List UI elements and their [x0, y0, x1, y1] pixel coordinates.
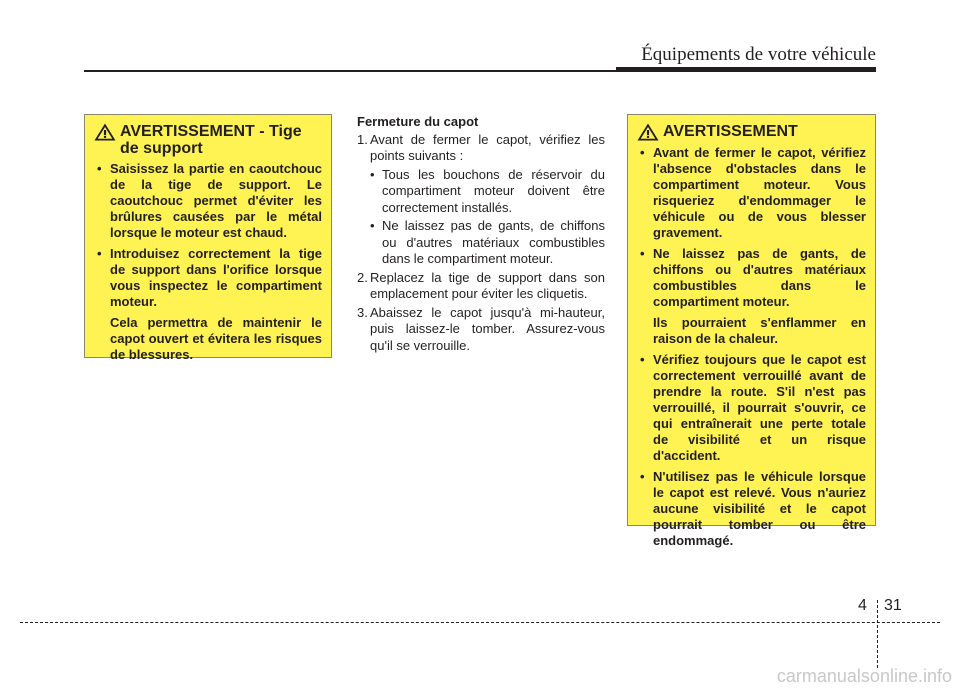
- warning-item: [637, 145, 866, 241]
- warning-text: Introduisez correctement la tige de support dans l'orifice lorsque vous inspectez le compartiment moteur.: [110, 246, 322, 309]
- step-number: 3.: [357, 304, 368, 320]
- page-number: 31: [884, 597, 902, 614]
- warning-list: [94, 161, 322, 363]
- warning-text: Avant de fermer le capot, vérifiez l'absence d'obstacles dans le compartiment moteur. Vous risqueriez d'endommager le véhicule ou de vous blesser gravement.: [653, 145, 866, 240]
- step-2: [357, 270, 605, 303]
- step-1-bullet: [370, 218, 605, 268]
- step-number: 2.: [357, 269, 368, 285]
- step-text: Replacez la tige de support dans son emplacement pour éviter les cliquetis.: [370, 269, 605, 301]
- bullet: •: [640, 145, 645, 160]
- footer-divider: [877, 600, 878, 668]
- warning-list: [637, 145, 866, 549]
- bullet: •: [640, 469, 645, 484]
- bullet: •: [370, 166, 375, 182]
- chapter-number: 4: [858, 597, 867, 614]
- warning-text: Vérifiez toujours que le capot est correctement verrouillé avant de prendre la route. S'il n'est pas verrouillé, il pourrait s'ouvrir, ce qui entraînerait une perte totale de visibilité et un risque d'accident.: [653, 352, 866, 463]
- warning-text: Ne laissez pas de gants, de chiffons ou d'autres matériaux combustibles dans le compartiment moteur.: [653, 246, 866, 309]
- section-title: Équipements de votre véhicule: [641, 44, 876, 65]
- bullet: •: [640, 352, 645, 367]
- warning-item: [94, 246, 322, 363]
- step-text: Abaissez le capot jusqu'à mi-hauteur, puis laissez-le tomber. Assurez-vous qu'il se verrouille.: [370, 304, 605, 353]
- warning-triangle-icon: [94, 123, 116, 141]
- header-rule-accent: [616, 67, 876, 72]
- hood-closing-instructions: [357, 114, 605, 356]
- bullet: •: [640, 246, 645, 261]
- warning-triangle-icon: [637, 123, 659, 141]
- warning-text: Saisissez la partie en caoutchouc de la tige de support. Le caoutchouc permet d'éviter les brûlures causées par le métal lorsque le moteur est chaud.: [110, 161, 322, 240]
- bullet: •: [370, 218, 375, 233]
- warning-item: [637, 352, 866, 464]
- step-1-bullet: [370, 167, 605, 217]
- warning-title: AVERTISSEMENT: [663, 123, 798, 140]
- step-text: Avant de fermer le capot, vérifiez les points suivants :: [370, 131, 605, 163]
- warning-title: AVERTISSEMENT - Tige de support: [120, 123, 302, 157]
- warning-text: N'utilisez pas le véhicule lorsque le capot est relevé. Vous n'auriez aucune visibilité et le capot pourrait tomber ou être endommagé.: [653, 469, 866, 548]
- warning-item: [637, 246, 866, 347]
- bullet-text: Tous les bouchons de réservoir du compartiment moteur doivent être correctement installés.: [382, 166, 605, 215]
- warning-header: [94, 123, 322, 157]
- step-3: [357, 305, 605, 355]
- step-number: 1.: [357, 131, 368, 147]
- warning-item: [94, 161, 322, 241]
- warning-box-support-rod: [84, 114, 332, 362]
- warning-text: Ils pourraient s'enflammer en raison de la chaleur.: [653, 315, 866, 346]
- warning-item: [637, 469, 866, 549]
- watermark: carmanualsonline.info: [776, 666, 952, 686]
- step-1: [357, 132, 605, 165]
- warning-box-hood: [627, 114, 876, 548]
- warning-header: [637, 123, 866, 141]
- warning-text: Cela permettra de maintenir le capot ouvert et évitera les risques de blessures.: [110, 315, 322, 362]
- bullet: •: [97, 161, 102, 176]
- bullet: •: [97, 246, 102, 261]
- bullet-text: Ne laissez pas de gants, de chiffons ou d'autres matériaux combustibles dans le compartiment moteur.: [382, 218, 605, 266]
- footer-rule: [20, 622, 940, 623]
- subsection-title: Fermeture du capot: [357, 114, 479, 129]
